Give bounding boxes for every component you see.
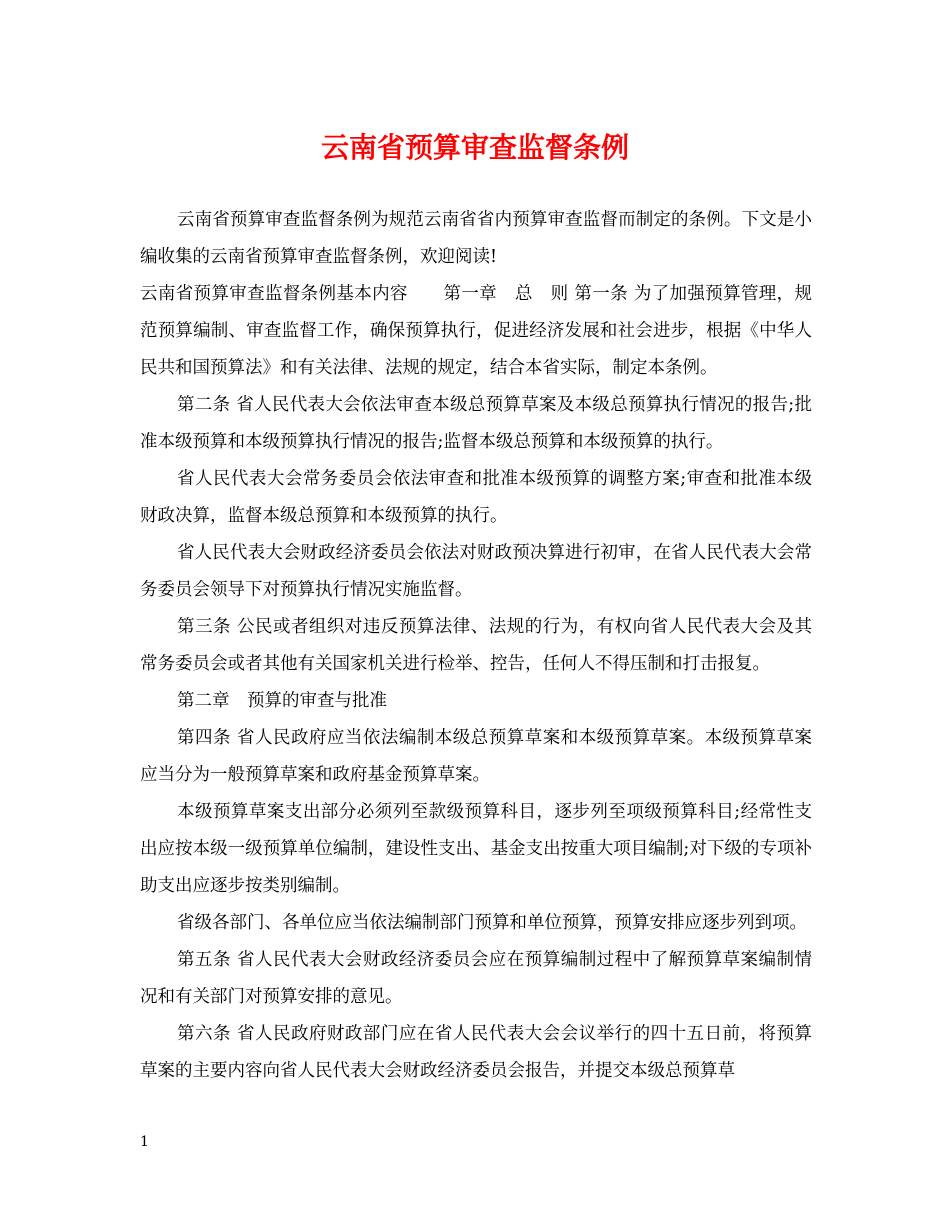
page-number: 1 [140,1134,149,1150]
chapter-1-article-1: 云南省预算审查监督条例基本内容 第一章 总 则 第一条 为了加强预算管理，规范预算编制、审查监督工作，确保预算执行，促进经济发展和社会进步，根据《中华人民共和国预算法》和有关法律、法规的规定，结合本省实际，制定本条例。 [140,284,812,378]
article-4: 第四条 省人民政府应当依法编制本级总预算草案和本级预算草案。本级预算草案应当分为一般预算草案和政府基金预算草案。 [140,728,812,785]
article-2-standing-committee: 省人民代表大会常务委员会依法审查和批准本级预算的调整方案;审查和批准本级财政决算，监督本级总预算和本级预算的执行。 [140,469,812,526]
article-4-expenditure: 本级预算草案支出部分必须列至款级预算科目，逐步列至项级预算科目;经常性支出应按本级一级预算单位编制，建设性支出、基金支出按重大项目编制;对下级的专项补助支出应逐步按类别编制。 [140,802,812,896]
document-title: 云南省预算审查监督条例 [320,131,629,164]
article-2-finance-committee: 省人民代表大会财政经济委员会依法对财政预决算进行初审，在省人民代表大会常务委员会领导下对预算执行情况实施监督。 [140,543,812,600]
article-6: 第六条 省人民政府财政部门应在省人民代表大会会议举行的四十五日前，将预算草案的主要内容向省人民代表大会财政经济委员会报告，并提交本级总预算草 [140,1024,812,1081]
article-4-departments: 省级各部门、各单位应当依法编制部门预算和单位预算，预算安排应逐步列到项。 [177,913,807,933]
article-3: 第三条 公民或者组织对违反预算法律、法规的行为，有权向省人民代表大会及其常务委员会或者其他有关国家机关进行检举、控告，任何人不得压制和打击报复。 [140,617,812,674]
intro-paragraph: 云南省预算审查监督条例为规范云南省省内预算审查监督而制定的条例。下文是小编收集的云南省预算审查监督条例，欢迎阅读! [140,210,812,267]
article-5: 第五条 省人民代表大会财政经济委员会应在预算编制过程中了解预算草案编制情况和有关部门对预算安排的意见。 [140,950,812,1007]
article-2: 第二条 省人民代表大会依法审查本级总预算草案及本级总预算执行情况的报告;批准本级预算和本级预算执行情况的报告;监督本级总预算和本级预算的执行。 [140,395,812,452]
document-body [140,202,812,1090]
chapter-2-heading: 第二章 预算的审查与批准 [177,691,387,711]
